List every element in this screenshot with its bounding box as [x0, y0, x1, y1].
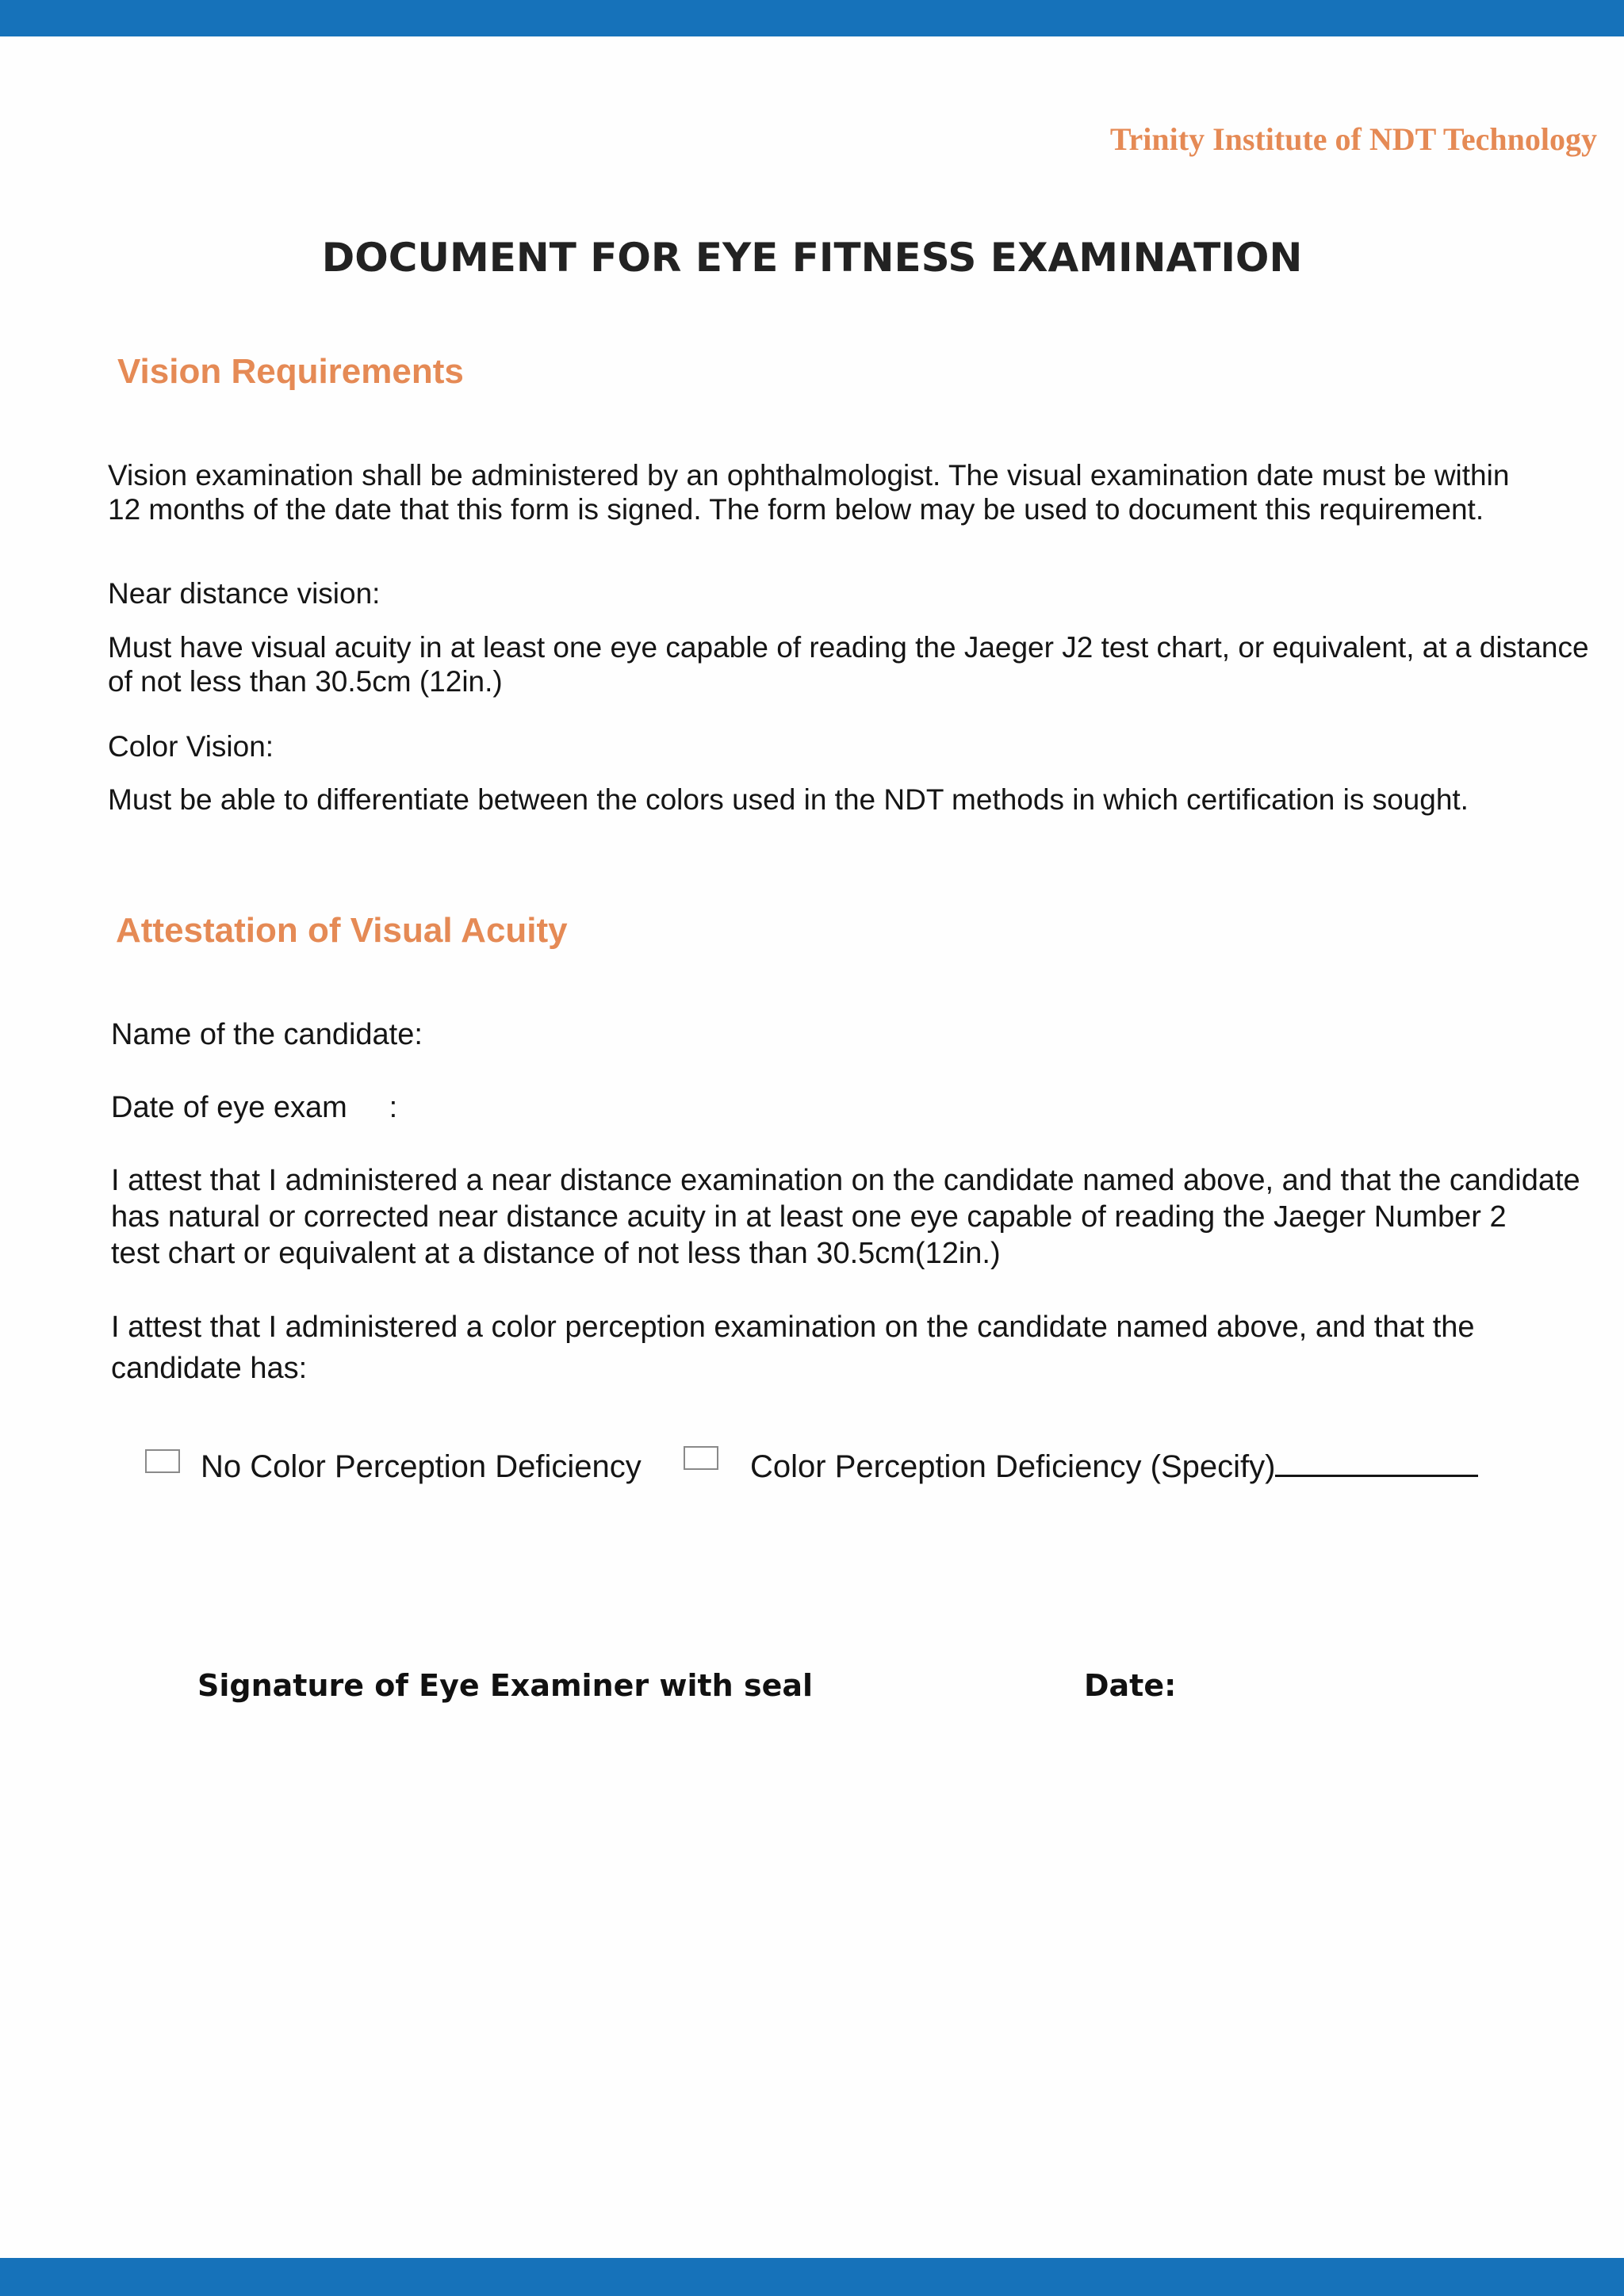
signature-date-label: Date: — [1084, 1668, 1177, 1703]
color-vision-requirement: Must be able to differentiate between the colors used in the NDT methods in which certification is sought. — [108, 783, 1469, 816]
examiner-signature-label: Signature of Eye Examiner with seal — [197, 1668, 814, 1703]
paragraph-line: Vision examination shall be administered by an ophthalmologist. The visual examination date must be within — [108, 459, 1510, 492]
deficiency-option — [750, 1449, 1478, 1485]
deficiency-checkbox[interactable] — [684, 1446, 718, 1470]
no-deficiency-label: No Color Perception Deficiency — [201, 1449, 642, 1484]
bottom-banner-bar — [0, 2258, 1624, 2296]
top-banner-bar — [0, 0, 1624, 36]
organization-name: Trinity Institute of NDT Technology — [1109, 121, 1597, 157]
attestation-heading: Attestation of Visual Acuity — [116, 911, 568, 950]
document-title: DOCUMENT FOR EYE FITNESS EXAMINATION — [321, 235, 1303, 281]
vision-intro-paragraph — [108, 458, 1509, 526]
paragraph-line: has natural or corrected near distance acuity in at least one eye capable of reading the Jaeger Number 2 — [111, 1200, 1507, 1234]
deficiency-specify-blank[interactable] — [1275, 1449, 1478, 1477]
deficiency-label: Color Perception Deficiency (Specify) — [750, 1449, 1276, 1484]
eye-exam-date-field: Date of eye exam : — [111, 1091, 398, 1124]
paragraph-line: 12 months of the date that this form is signed. The form below may be used to document this requirement. — [108, 493, 1484, 526]
paragraph-line: Must have visual acuity in at least one eye capable of reading the Jaeger J2 test chart, or equivalent, at a distance — [108, 631, 1589, 664]
paragraph-line: I attest that I administered a near distance examination on the candidate named above, and that the candidate — [111, 1164, 1580, 1197]
near-distance-requirement — [108, 630, 1589, 698]
paragraph-line: of not less than 30.5cm (12in.) — [108, 665, 503, 698]
paragraph-line: candidate has: — [111, 1352, 308, 1385]
candidate-name-field: Name of the candidate: — [111, 1018, 423, 1051]
no-deficiency-checkbox[interactable] — [145, 1449, 180, 1473]
color-perception-attestation — [111, 1307, 1475, 1389]
vision-requirements-heading: Vision Requirements — [117, 352, 464, 391]
near-distance-attestation — [111, 1162, 1580, 1272]
near-distance-label: Near distance vision: — [108, 577, 381, 610]
paragraph-line: I attest that I administered a color perception examination on the candidate named above, and that the — [111, 1311, 1475, 1344]
color-vision-label: Color Vision: — [108, 730, 274, 763]
paragraph-line: test chart or equivalent at a distance of not less than 30.5cm(12in.) — [111, 1237, 1001, 1270]
